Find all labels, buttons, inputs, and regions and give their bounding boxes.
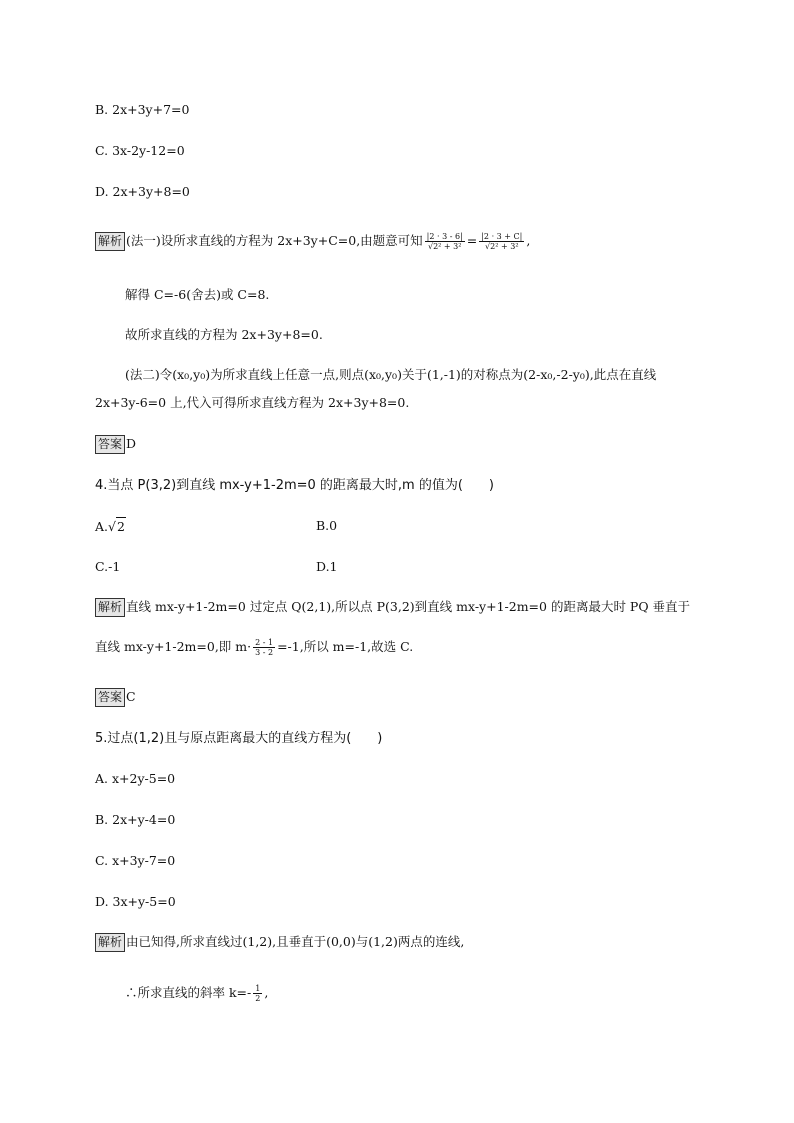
q4-solution-line-1 [95,598,690,617]
q5-stem: 5.过点(1,2)且与原点距离最大的直线方程为( ) [95,731,383,746]
q4-sol2-text-b: =-1,所以 m=-1,故选 C. [277,639,414,654]
q3-frac2-denominator: √2² + 3² [485,242,519,251]
q4-option-c: C.-1 [95,559,121,574]
analysis-tag: 解析 [95,232,125,251]
q3-solution-line-2: 解得 C=-6(舍去)或 C=8. [125,287,270,302]
q3-solution-line-4: (法二)令(x₀,y₀)为所求直线上任意一点,则点(x₀,y₀)关于(1,-1)的对称点为(2-x₀,-2-y₀),此点在直线 [125,367,657,382]
q3-solution-line-3: 故所求直线的方程为 2x+3y+8=0. [125,327,323,342]
q3-equals: = [466,233,478,248]
q5-frac-numerator: 1 [255,984,261,993]
q5-option-b: B. 2x+y-4=0 [95,812,176,827]
q4-fraction [253,638,275,657]
q4-frac-denominator: 3 - 2 [255,648,274,657]
q4-options-row-2 [95,558,338,576]
q5-solution-line-1 [95,933,464,952]
q4-option-a-radicand: 2 [116,519,125,534]
q4-frac-numerator: 2 - 1 [255,638,274,647]
q3-answer: D [126,436,137,451]
q4-option-b: B.0 [316,518,338,533]
q3-frac1-numerator: |2 · 3 - 6| [426,232,463,241]
q4-sol1-text: 直线 mx-y+1-2m=0 过定点 Q(2,1),所以点 P(3,2)到直线 mx-y+1-2m=0 的距离最大时 PQ 垂直于 [126,599,691,614]
q3-solution-line-1 [95,232,530,251]
answer-tag: 答案 [95,688,125,707]
q3-option-c: C. 3x-2y-12=0 [95,143,185,158]
q4-option-a-label: A. [95,519,109,534]
q4-sol2-text-a: 直线 mx-y+1-2m=0,即 m· [95,639,252,654]
q4-option-a: A.√2 [95,519,125,534]
q4-stem: 4.当点 P(3,2)到直线 mx-y+1-2m=0 的距离最大时,m 的值为( ) [95,478,494,493]
q4-answer: C [126,689,136,704]
q3-fraction-1 [425,232,465,251]
q5-fraction [253,984,262,1003]
q4-option-d: D.1 [316,559,338,574]
q4-answer-row [95,688,136,707]
analysis-tag: 解析 [95,933,125,952]
q5-sol2-text-b: , [264,985,269,1000]
q3-fraction-2 [479,232,524,251]
q5-sol2-text-a: ∴所求直线的斜率 k=- [125,985,252,1000]
q5-sol1-text: 由已知得,所求直线过(1,2),且垂直于(0,0)与(1,2)两点的连线, [126,934,465,949]
q5-frac-denominator: 2 [255,994,261,1003]
q3-frac1-denominator: √2² + 3² [427,242,462,251]
q3-solution-line-5: 2x+3y-6=0 上,代入可得所求直线方程为 2x+3y+8=0. [95,395,410,410]
q3-sol1-text: (法一)设所求直线的方程为 2x+3y+C=0,由题意可知 [126,233,423,248]
q3-frac2-numerator: |2 · 3 + C| [481,232,523,241]
analysis-tag: 解析 [95,598,125,617]
q3-option-b: B. 2x+3y+7=0 [95,102,190,117]
q5-option-d: D. 3x+y-5=0 [95,894,176,909]
q4-solution-line-2 [95,638,413,657]
q4-options-row-1 [95,517,338,536]
q3-answer-row [95,435,136,454]
q5-option-a: A. x+2y-5=0 [95,771,176,786]
q5-solution-line-2 [125,984,268,1003]
q5-option-c: C. x+3y-7=0 [95,853,176,868]
q3-option-d: D. 2x+3y+8=0 [95,184,190,199]
q3-sol1-end: , [526,233,531,248]
answer-tag: 答案 [95,435,125,454]
